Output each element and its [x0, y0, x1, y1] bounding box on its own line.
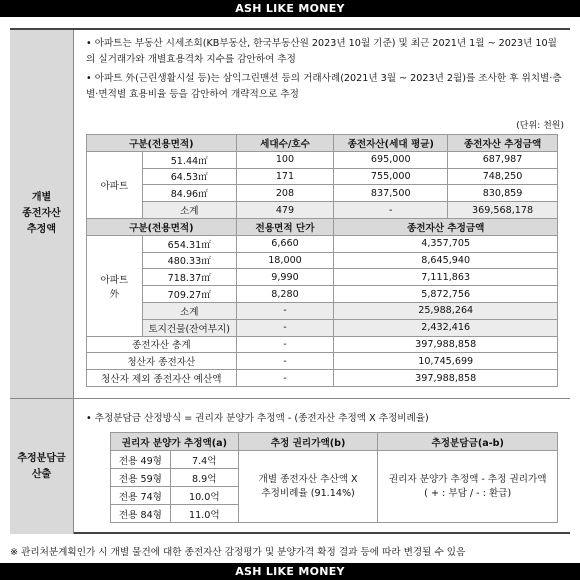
cell-amount: 10.0억 [170, 487, 238, 505]
formula-line: 권리자 분양가 추정액 - 추정 권리가액 [388, 473, 547, 485]
header-cell: 구분(전용면적) [87, 218, 237, 235]
contribution-table [110, 432, 558, 523]
cell-type: 전용 84형 [111, 505, 171, 523]
cell-type: 전용 49형 [111, 451, 171, 469]
cell-price: - [236, 319, 334, 336]
table-row [87, 286, 558, 303]
section-divider [74, 398, 570, 399]
section2-label-line: 추정분담금 [17, 452, 66, 464]
cell-subtotal-label: 소계 [142, 202, 236, 219]
cell-area: 84.96㎡ [142, 185, 236, 202]
formula-line: ( + : 부담 / - : 환급) [424, 487, 512, 499]
cell-land-label: 토지건물(잔여부지) [142, 319, 236, 336]
header-cell: 추정분담금(a-b) [378, 433, 558, 451]
total-row [87, 370, 558, 387]
cell-total-value: 397,988,858 [334, 336, 558, 353]
land-row [87, 319, 558, 336]
table-row [87, 269, 558, 286]
content-frame [10, 28, 570, 534]
note-other: • 아파트 外(근린생활시설 등)는 삼익그린맨션 등의 거래사례(2021년 3월 ~ 2023년 2월)를 조사한 후 위치별·층별·면적별 효용비율 등을 감안하여 개략적으로 추정 [86, 73, 562, 100]
cell-total: 369,568,178 [448, 202, 558, 219]
cell-price: 6,660 [236, 235, 334, 252]
cell-total-label: 청산자 종전자산 [87, 353, 237, 370]
table-row [87, 151, 558, 168]
header-cell: 종전자산(세대 평균) [334, 135, 448, 152]
table-row [87, 168, 558, 185]
header-cell: 전용면적 단가 [236, 218, 334, 235]
header-cell: 구분(전용면적) [87, 135, 237, 152]
cell-type: 전용 59형 [111, 469, 171, 487]
cell-count: 208 [236, 185, 334, 202]
cell-amount: 7.4억 [170, 451, 238, 469]
group-label-line: 아파트 [100, 274, 129, 286]
cell-subtotal-label: 소계 [142, 302, 236, 319]
cell-avg: - [334, 202, 448, 219]
cell-total: 687,987 [448, 151, 558, 168]
cell-area: 709.27㎡ [142, 286, 236, 303]
section1-label-line: 추정액 [27, 224, 56, 235]
cell-mid: - [236, 336, 334, 353]
table-row [111, 451, 558, 469]
table-header-row [111, 433, 558, 451]
cell-total: 748,250 [448, 168, 558, 185]
formula-line: 개별 종전자산 추산액 X [258, 473, 358, 485]
section1-label [10, 30, 74, 398]
table-row [87, 252, 558, 269]
cell-total-label: 종전자산 총계 [87, 336, 237, 353]
asset-table [86, 134, 558, 387]
cell-count: 479 [236, 202, 334, 219]
cell-mid: - [236, 370, 334, 387]
cell-contribution-formula [378, 451, 558, 523]
cell-price: 18,000 [236, 252, 334, 269]
cell-avg: 695,000 [334, 151, 448, 168]
cell-total: 2,432,416 [334, 319, 558, 336]
cell-price: 9,990 [236, 269, 334, 286]
cell-total-label: 청산자 제외 종전자산 예산액 [87, 370, 237, 387]
total-row [87, 353, 558, 370]
cell-area: 718.37㎡ [142, 269, 236, 286]
cell-total-value: 397,988,858 [334, 370, 558, 387]
cell-total: 5,872,756 [334, 286, 558, 303]
cell-avg: 755,000 [334, 168, 448, 185]
group-label-apartment: 아파트 [87, 151, 143, 218]
note-apartment: • 아파트는 부동산 시세조회(KB부동산, 한국부동산원 2023년 10월 기준) 및 최근 2021년 1월 ~ 2023년 10월의 실거래가와 개별효용격차 지수를 감안하여 추정 [86, 38, 557, 65]
cell-amount: 11.0억 [170, 505, 238, 523]
cell-area: 51.44㎡ [142, 151, 236, 168]
cell-type: 전용 74형 [111, 487, 171, 505]
header-cell: 추정 권리가액(b) [238, 433, 378, 451]
section1-label-line: 종전자산 [22, 208, 61, 219]
table-row [87, 235, 558, 252]
formula-line: 추정비례율 (91.14%) [261, 487, 355, 499]
cell-total: 830,859 [448, 185, 558, 202]
table-header-row [87, 218, 558, 235]
cell-right-value-formula [238, 451, 378, 523]
cell-total: 7,111,863 [334, 269, 558, 286]
bottom-banner: ASH LIKE MONEY [0, 563, 580, 580]
cell-mid: - [236, 353, 334, 370]
unit-label: (단위: 천원) [516, 121, 564, 131]
section2-label [10, 398, 74, 534]
cell-area: 480.33㎡ [142, 252, 236, 269]
group-label-other [87, 235, 143, 336]
table-header-row [87, 135, 558, 152]
group-label-line: 外 [109, 288, 120, 300]
top-banner: ASH LIKE MONEY [0, 0, 580, 17]
subtotal-row [87, 302, 558, 319]
section1-notes [86, 36, 566, 106]
cell-price: - [236, 302, 334, 319]
cell-total-value: 10,745,699 [334, 353, 558, 370]
cell-total: 4,357,705 [334, 235, 558, 252]
total-row [87, 336, 558, 353]
footnote: ※ 관리처분계획인가 시 개별 물건에 대한 종전자산 감정평가 및 분양가격 확정 결과 등에 따라 변경될 수 있음 [10, 547, 466, 558]
formula-note: • 추정분담금 산정방식 = 권리자 분양가 추정액 - (종전자산 추정액 X 추정비례율) [86, 413, 429, 424]
cell-amount: 8.9억 [170, 469, 238, 487]
subtotal-row [87, 202, 558, 219]
header-cell: 종전자산 추정금액 [334, 218, 558, 235]
cell-area: 654.31㎡ [142, 235, 236, 252]
cell-total: 25,988,264 [334, 302, 558, 319]
cell-count: 100 [236, 151, 334, 168]
table-row [87, 185, 558, 202]
header-cell: 세대수/호수 [236, 135, 334, 152]
section1-label-line: 개별 [31, 192, 52, 203]
cell-avg: 837,500 [334, 185, 448, 202]
section2-label-line: 산출 [31, 468, 52, 480]
cell-total: 8,645,940 [334, 252, 558, 269]
header-cell: 종전자산 추정금액 [448, 135, 558, 152]
cell-price: 8,280 [236, 286, 334, 303]
header-cell: 권리자 분양가 추정액(a) [111, 433, 239, 451]
cell-count: 171 [236, 168, 334, 185]
cell-area: 64.53㎡ [142, 168, 236, 185]
